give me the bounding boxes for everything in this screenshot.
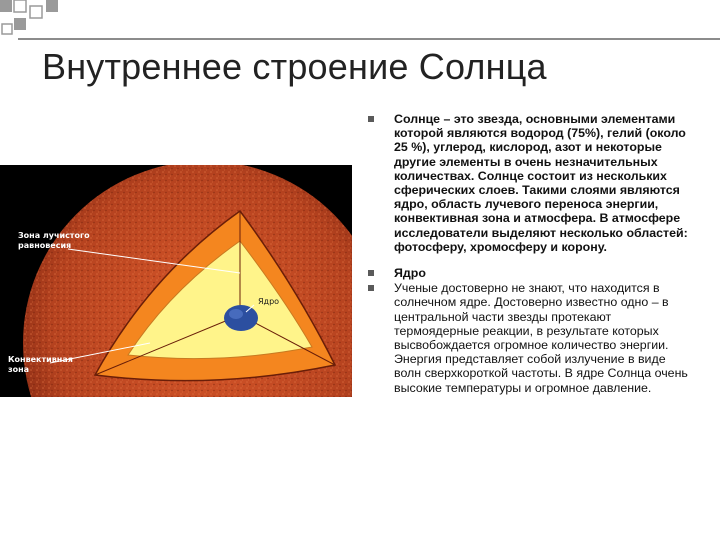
square-bullet-icon [368, 270, 374, 276]
square-bullet-icon [368, 285, 374, 291]
slide-title: Внутреннее строение Солнца [42, 46, 547, 87]
bullet-list [364, 112, 694, 407]
bullet-item-intro [364, 112, 694, 254]
label-core: Ядро [258, 297, 280, 306]
label-radiative-zone: Зона лучистого равновесия [18, 231, 90, 250]
sun-structure-illustration [0, 165, 352, 397]
bullet-item-core-heading [364, 266, 694, 280]
square-bullet-icon [368, 116, 374, 122]
header-divider [18, 38, 720, 40]
bullet-text-intro: Солнце – это звезда, основными элементами которой являются водород (75%), гелий (около 25 %), углерод, кислород, азот и некоторые другие элементы в очень незначительных количествах. Солнце состоит из нескольких сферических слоев. Такими слоями являются ядро, область лучевого переноса энергии, конвективная зона и атмосфера. В атмосфере исследователи выделяют несколько областей: фотосферу, хромосферу и корону. [394, 112, 688, 254]
bullet-text-core-description: Ученые достоверно не знают, что находится в солнечном ядре. Достоверно известно одно – в центральной части звезды протекают термоядерные реакции, в результате которых высвобождается огромное количество энергии. Энергия представляет собой излучение в виде волн сверхкороткой частоты. В ядре Солнца очень высокие температуры и огромное давление. [394, 281, 688, 395]
bullet-item-core-description [364, 281, 694, 395]
label-convective-zone: Конвективная зона [8, 355, 73, 374]
bullet-text-core-heading: Ядро [394, 266, 426, 281]
